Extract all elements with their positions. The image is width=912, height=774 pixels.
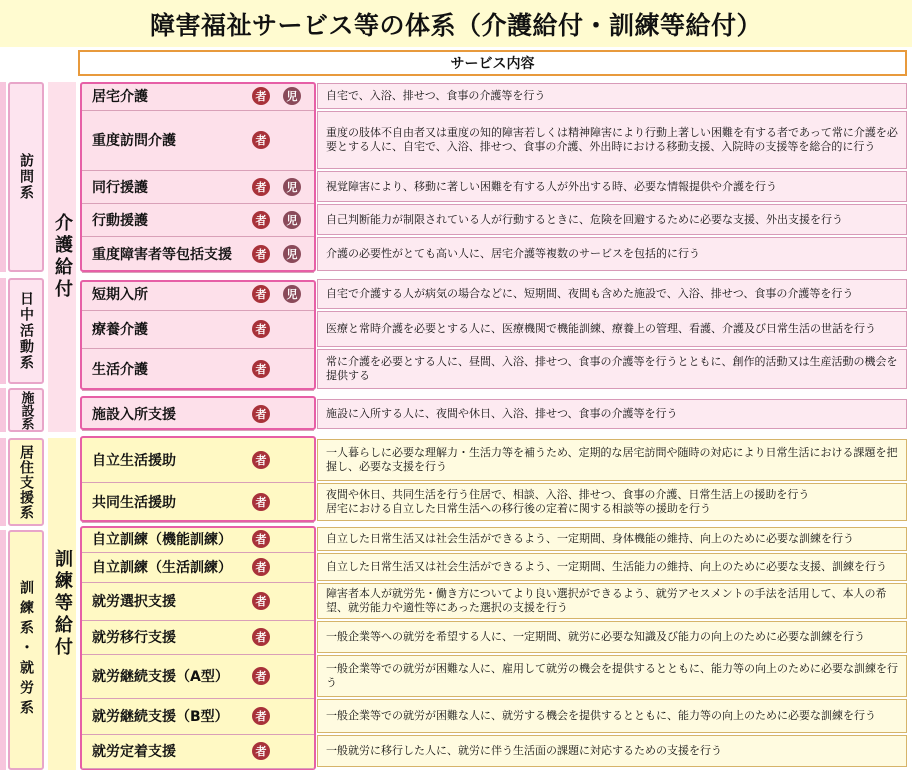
title-bar <box>0 0 912 47</box>
group-kunren-shuro <box>8 530 44 770</box>
service-name-row <box>82 582 314 620</box>
row-divider <box>82 390 314 391</box>
badge-sha-icon: 者 <box>252 592 270 610</box>
band-label-kunren: 訓練等給付 <box>52 549 73 659</box>
service-name-row <box>82 526 314 552</box>
service-name: 短期入所 <box>92 287 148 303</box>
service-name-row <box>82 110 314 170</box>
group-houmon <box>8 82 44 272</box>
service-name-row <box>82 552 314 582</box>
badge-sha-icon: 者 <box>252 558 270 576</box>
service-name: 自立訓練（機能訓練） <box>92 532 232 548</box>
service-description-text: 自立した日常生活又は社会生活ができるよう、一定期間、身体機能の維持、向上のために必要な訓練を行う <box>326 532 854 545</box>
service-name-row <box>82 438 314 482</box>
service-description <box>317 699 907 733</box>
service-description-text: 医療と常時介護を必要とする人に、医療機関で機能訓練、療養上の管理、看護、介護及び日常生活の世話を行う <box>326 322 876 335</box>
service-name-row <box>82 236 314 272</box>
row-divider <box>82 272 314 273</box>
service-name-row <box>82 203 314 236</box>
badge-ji-icon: 児 <box>283 245 301 263</box>
badge-sha-icon: 者 <box>252 245 270 263</box>
band-kunren <box>48 438 76 770</box>
row-divider <box>82 522 314 523</box>
group-shisetsu <box>8 388 44 432</box>
group-accent-bar <box>0 388 6 432</box>
group-kyoju <box>8 438 44 526</box>
badge-sha-icon: 者 <box>252 211 270 229</box>
service-name: 重度訪問介護 <box>92 133 176 149</box>
badge-sha-icon: 者 <box>252 628 270 646</box>
service-description-text: 一人暮らしに必要な理解力・生活力等を補うため、定期的な居宅訪問や随時の対応により日常生活における課題を把握し、必要な支援を行う <box>326 446 898 473</box>
service-name-row <box>82 734 314 768</box>
group-label-houmon: 訪問系 <box>18 153 34 201</box>
badge-sha-icon: 者 <box>252 530 270 548</box>
service-name: 行動援護 <box>92 212 148 229</box>
service-description-text: 施設に入所する人に、夜間や休日、入浴、排せつ、食事の介護等を行う <box>326 407 678 420</box>
service-description <box>317 349 907 389</box>
service-description-text: 一般企業等での就労が困難な人に、雇用して就労の機会を提供するとともに、能力等の向上のために必要な訓練を行う <box>326 662 898 689</box>
service-description-text: 介護の必要性がとても高い人に、居宅介護等複数のサービスを包括的に行う <box>326 247 700 260</box>
service-description <box>317 311 907 347</box>
group-accent-bar <box>0 438 6 526</box>
badge-sha-icon: 者 <box>252 360 270 378</box>
group-label-kunren-shuro: 訓練系・就労系 <box>18 580 34 720</box>
badge-sha-icon: 者 <box>252 131 270 149</box>
band-label-kaigo: 介護給付 <box>52 213 73 301</box>
service-description <box>317 111 907 169</box>
badge-sha-icon: 者 <box>252 320 270 338</box>
badge-sha-icon: 者 <box>252 493 270 511</box>
service-description-text: 障害者本人が就労先・働き方についてより良い選択ができるよう、就労アセスメントの手法を活用して、本人の希望、就労能力や適性等にあった選択の支援を行う <box>326 587 887 614</box>
badge-sha-icon: 者 <box>252 405 270 423</box>
badge-sha-icon: 者 <box>252 707 270 725</box>
service-name-row <box>82 82 314 110</box>
group-accent-bar <box>0 82 6 272</box>
badge-sha-icon: 者 <box>252 178 270 196</box>
service-name: 重度障害者等包括支援 <box>92 247 232 263</box>
service-description <box>317 553 907 581</box>
service-description-text: 視覚障害により、移動に著しい困難を有する人が外出する時、必要な情報提供や介護を行う <box>326 179 777 193</box>
service-name: 就労継続支援（B型） <box>92 709 229 725</box>
service-description-text: 自宅で介護する人が病気の場合などに、短期間、夜間も含めた施設で、入浴、排せつ、食事の介護等を行う <box>326 287 854 300</box>
service-description <box>317 399 907 429</box>
badge-sha-icon: 者 <box>252 667 270 685</box>
badge-ji-icon: 児 <box>283 178 301 196</box>
service-description <box>317 655 907 697</box>
service-description <box>317 735 907 767</box>
service-name: 就労定着支援 <box>92 744 176 760</box>
service-name-row <box>82 310 314 348</box>
row-divider <box>82 430 314 431</box>
service-description <box>317 171 907 202</box>
service-description <box>317 621 907 653</box>
service-name-row <box>82 278 314 310</box>
service-description-text: 自立した日常生活又は社会生活ができるよう、一定期間、生活能力の維持、向上のために必要な支援、訓練を行う <box>326 560 887 573</box>
service-description <box>317 279 907 309</box>
service-description <box>317 204 907 235</box>
service-description-text: 常に介護を必要とする人に、昼間、入浴、排せつ、食事の介護等を行うとともに、創作的活動又は生産活動の機会を提供する <box>326 355 898 382</box>
group-accent-bar <box>0 530 6 770</box>
badge-ji-icon: 児 <box>283 211 301 229</box>
service-name-row <box>82 170 314 203</box>
service-name: 就労継続支援（A型） <box>92 669 229 685</box>
service-description-text: 夜間や休日、共同生活を行う住居で、相談、入浴、排せつ、食事の介護、日常生活上の援助を行う 居宅における自立した日常生活への移行後の定着に関する相談等の援助を行う <box>326 488 810 515</box>
service-description <box>317 83 907 109</box>
service-name-row <box>82 398 314 430</box>
badge-ji-icon: 児 <box>283 87 301 105</box>
group-label-nicchu: 日中活動系 <box>18 291 34 371</box>
service-content-header: サービス内容 <box>78 50 907 76</box>
service-name-row <box>82 654 314 698</box>
group-label-kyoju: 居住支援系 <box>18 444 34 520</box>
service-name: 施設入所支援 <box>92 407 176 423</box>
service-name: 共同生活援助 <box>92 495 176 511</box>
service-description-text: 自己判断能力が制限されている人が行動するときに、危険を回避するために必要な支援、外出支援を行う <box>326 212 843 226</box>
service-description <box>317 527 907 551</box>
service-name-row <box>82 620 314 654</box>
service-description-text: 自宅で、入浴、排せつ、食事の介護等を行う <box>326 89 546 102</box>
band-kaigo <box>48 82 76 432</box>
badge-sha-icon: 者 <box>252 285 270 303</box>
page-title: 障害福祉サービス等の体系（介護給付・訓練等給付） <box>149 10 762 40</box>
service-name: 自立訓練（生活訓練） <box>92 560 232 576</box>
service-name-row <box>82 348 314 390</box>
badge-sha-icon: 者 <box>252 451 270 469</box>
service-name: 療養介護 <box>92 322 148 338</box>
service-description-text: 一般企業等への就労を希望する人に、一定期間、就労に必要な知識及び能力の向上のために必要な訓練を行う <box>326 630 865 643</box>
service-description <box>317 483 907 521</box>
badge-sha-icon: 者 <box>252 87 270 105</box>
service-name: 居宅介護 <box>92 89 148 105</box>
service-description-text: 一般就労に移行した人に、就労に伴う生活面の課題に対応するための支援を行う <box>326 744 722 757</box>
service-description <box>317 237 907 271</box>
service-name: 就労移行支援 <box>92 630 176 646</box>
service-name: 生活介護 <box>92 362 148 378</box>
service-name: 同行援護 <box>92 179 148 196</box>
row-divider <box>82 768 314 769</box>
service-name-row <box>82 698 314 734</box>
service-name-row <box>82 482 314 522</box>
group-accent-bar <box>0 278 6 384</box>
group-label-shisetsu: 施設系 <box>18 390 34 430</box>
badge-ji-icon: 児 <box>283 285 301 303</box>
service-description-text: 重度の肢体不自由者又は重度の知的障害若しくは精神障害により行動上著しい困難を有する者であって常に介護を必要とする人に、自宅で、入浴、排せつ、食事の介護、外出時における移動支援、入院時の支援等を総合的に行う <box>326 126 898 153</box>
service-description-text: 一般企業等での就労が困難な人に、就労する機会を提供するとともに、能力等の向上のために必要な訓練を行う <box>326 709 876 722</box>
service-description <box>317 439 907 481</box>
group-nicchu <box>8 278 44 384</box>
service-name: 就労選択支援 <box>92 594 176 610</box>
service-name: 自立生活援助 <box>92 453 176 469</box>
badge-sha-icon: 者 <box>252 742 270 760</box>
service-description <box>317 583 907 619</box>
